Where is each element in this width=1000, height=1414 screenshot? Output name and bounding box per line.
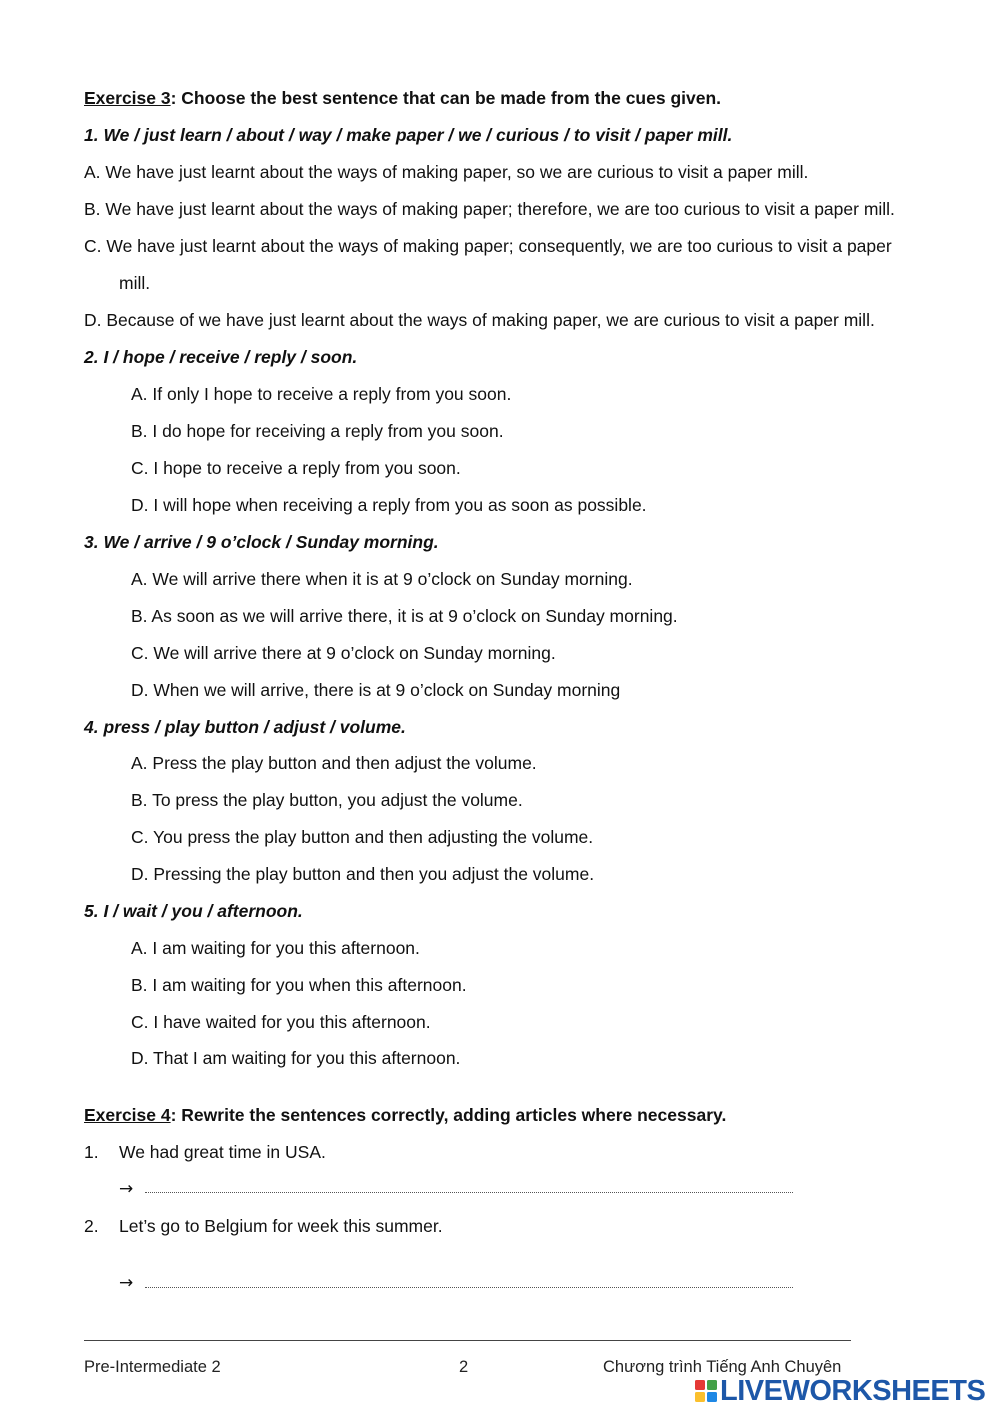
question-1-option-c-continued[interactable]: mill. xyxy=(119,273,151,293)
question-5-option-b[interactable]: B. I am waiting for you when this afternoon. xyxy=(131,975,467,995)
question-3-prompt: 3. We / arrive / 9 o’clock / Sunday morning. xyxy=(84,532,439,552)
arrow-icon: → xyxy=(119,1179,134,1199)
question-1-option-b[interactable]: B. We have just learnt about the ways of making paper; therefore, we are too curious to visit a paper mill. xyxy=(84,199,895,219)
question-1-option-c[interactable]: C. We have just learnt about the ways of making paper; consequently, we are too curious to visit a paper xyxy=(84,236,892,256)
question-4-option-d[interactable]: D. Pressing the play button and then you adjust the volume. xyxy=(131,864,595,884)
question-4-option-a[interactable]: A. Press the play button and then adjust the volume. xyxy=(131,753,537,773)
question-2-option-d[interactable]: D. I will hope when receiving a reply from you as soon as possible. xyxy=(131,495,647,515)
question-2-option-b[interactable]: B. I do hope for receiving a reply from you soon. xyxy=(131,421,504,441)
question-5-prompt: 5. I / wait / you / afternoon. xyxy=(84,901,303,921)
arrow-icon: → xyxy=(119,1273,134,1293)
exercise-4-item-2 xyxy=(84,1215,99,1237)
question-5-option-c[interactable]: C. I have waited for you this afternoon. xyxy=(131,1012,431,1032)
liveworksheets-watermark xyxy=(694,1376,985,1406)
question-2-option-c[interactable]: C. I hope to receive a reply from you soon. xyxy=(131,458,461,478)
footer-program-name: Chương trình Tiếng Anh Chuyên xyxy=(603,1358,842,1376)
exercise-3-label: Exercise 3 xyxy=(84,88,171,108)
exercise-4-heading xyxy=(84,1104,726,1126)
exercise-4-label: Exercise 4 xyxy=(84,1105,171,1125)
answer-line-1[interactable] xyxy=(145,1192,793,1193)
question-4-prompt: 4. press / play button / adjust / volume. xyxy=(84,717,406,737)
question-3-option-c[interactable]: C. We will arrive there at 9 o’clock on Sunday morning. xyxy=(131,643,556,663)
exercise-3-heading xyxy=(84,87,721,109)
footer-course-name: Pre-Intermediate 2 xyxy=(84,1358,221,1376)
question-1-option-a[interactable]: A. We have just learnt about the ways of making paper, so we are curious to visit a paper mill. xyxy=(84,162,809,182)
question-2-prompt: 2. I / hope / receive / reply / soon. xyxy=(84,347,358,367)
item-1-text: We had great time in USA. xyxy=(119,1142,326,1162)
item-1-number: 1. xyxy=(84,1142,99,1162)
exercise-4-instruction: : Rewrite the sentences correctly, adding articles where necessary. xyxy=(170,1105,727,1125)
item-2-text: Let’s go to Belgium for week this summer. xyxy=(119,1216,443,1236)
question-1-prompt: 1. We / just learn / about / way / make paper / we / curious / to visit / paper mill. xyxy=(84,125,733,145)
question-2-option-a[interactable]: A. If only I hope to receive a reply from you soon. xyxy=(131,384,512,404)
question-3-option-b[interactable]: B. As soon as we will arrive there, it is at 9 o’clock on Sunday morning. xyxy=(131,606,678,626)
question-5-option-d[interactable]: D. That I am waiting for you this afternoon. xyxy=(131,1048,461,1068)
question-4-option-c[interactable]: C. You press the play button and then adjusting the volume. xyxy=(131,827,594,847)
question-4-option-b[interactable]: B. To press the play button, you adjust the volume. xyxy=(131,790,523,810)
exercise-4-item-1 xyxy=(84,1141,99,1163)
liveworksheets-logo-icon xyxy=(694,1379,718,1403)
footer-page-number: 2 xyxy=(459,1358,469,1376)
question-1-option-d[interactable]: D. Because of we have just learnt about the ways of making paper, we are curious to visit a paper mill. xyxy=(84,310,875,330)
item-2-number: 2. xyxy=(84,1216,99,1236)
answer-line-2[interactable] xyxy=(145,1287,793,1288)
question-5-option-a[interactable]: A. I am waiting for you this afternoon. xyxy=(131,938,420,958)
liveworksheets-brand-text: LIVEWORKSHEETS xyxy=(720,1374,986,1407)
question-3-option-a[interactable]: A. We will arrive there when it is at 9 o’clock on Sunday morning. xyxy=(131,569,633,589)
exercise-3-instruction: : Choose the best sentence that can be made from the cues given. xyxy=(170,88,722,108)
question-3-option-d[interactable]: D. When we will arrive, there is at 9 o’clock on Sunday morning xyxy=(131,680,621,700)
footer-divider xyxy=(84,1340,851,1341)
